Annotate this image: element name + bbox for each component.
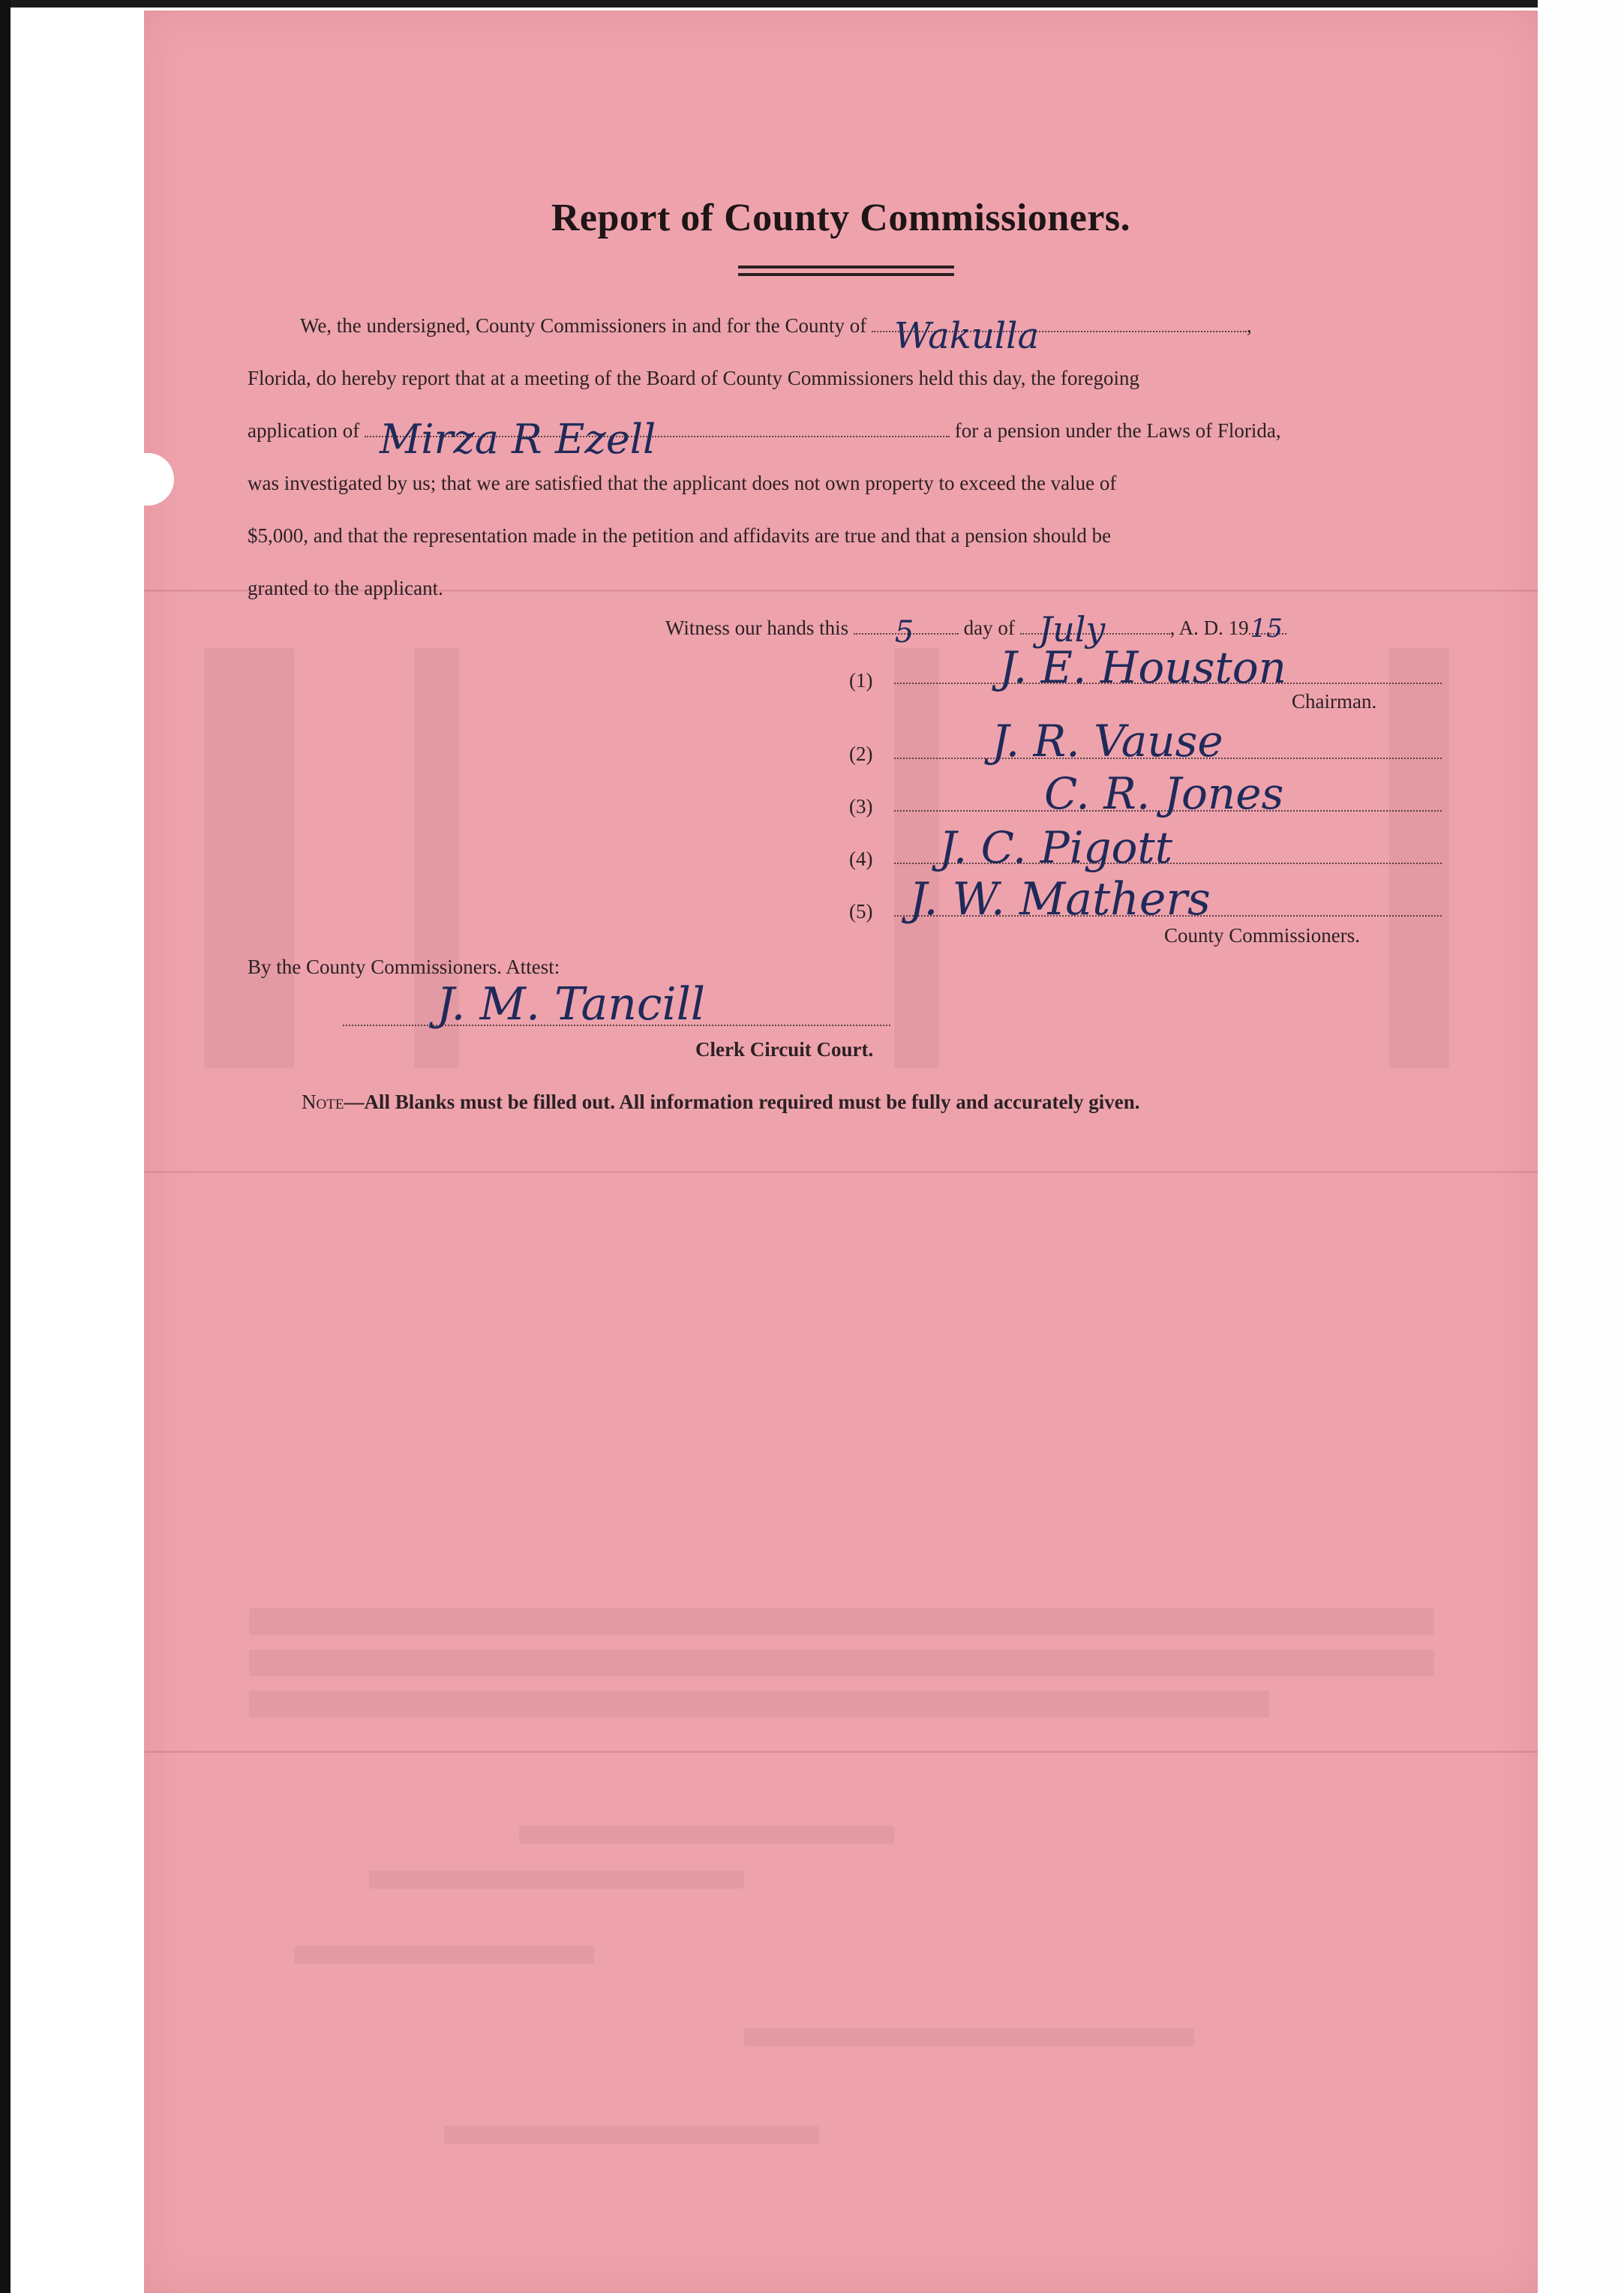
note: [302, 1091, 1140, 1114]
show-through-mark: [204, 648, 294, 1068]
show-through-mark: [1389, 648, 1449, 1068]
show-through-mark: [294, 1946, 594, 1964]
commissioner-number-5: (5): [849, 900, 873, 923]
witness-month-handwriting: July: [1038, 609, 1106, 650]
show-through-mark: [744, 2028, 1194, 2046]
witness-year-handwriting: 15: [1250, 614, 1283, 644]
paragraph-line-6: granted to the applicant.: [248, 577, 443, 599]
show-through-mark: [249, 1691, 1269, 1718]
show-through-mark: [249, 1608, 1434, 1635]
show-through-mark: [369, 1871, 744, 1889]
show-through-mark: [444, 2126, 819, 2144]
witness-year-label: , A. D. 19: [1169, 617, 1249, 639]
page-title: Report of County Commissioners.: [551, 197, 1131, 239]
commissioner-number-4: (4): [849, 848, 873, 870]
county-field: [872, 315, 1247, 357]
scan-left-edge: [0, 0, 11, 2293]
applicant-prefix: application of: [248, 419, 360, 442]
county-handwriting: Wakulla: [894, 315, 1040, 357]
paper-notch: [144, 453, 174, 506]
commissioner-signature-1: J. E. Houston: [999, 642, 1287, 693]
clerk-signature: J. M. Tancill: [437, 978, 706, 1031]
paragraph-line-1: We, the undersigned, County Commissioners in and for the County of Wakulla ,: [300, 299, 1252, 352]
witness-day-field: [854, 615, 959, 650]
witness-month-field: [1020, 609, 1170, 650]
witness-day-label: day of: [963, 617, 1015, 639]
pension-document: [144, 11, 1538, 2293]
commissioner-number-1: (1): [849, 669, 873, 692]
title-rule-top: [738, 266, 954, 269]
title-rule-bottom: [738, 273, 954, 276]
chairman-label: Chairman.: [1292, 690, 1377, 713]
county-prefix: We, the undersigned, County Commissioners in and for the County of: [300, 314, 867, 337]
note-label: Note: [302, 1091, 344, 1113]
commissioner-number-3: (3): [849, 795, 873, 818]
paragraph-line-5: $5,000, and that the representation made in the petition and affidavits are true and that a pension should be: [248, 524, 1112, 547]
paragraph-line-3: [248, 404, 1281, 463]
paragraph-line-2: Florida, do hereby report that at a meeting of the Board of County Commissioners held this day, the foregoing: [248, 367, 1140, 389]
witness-day-handwriting: 5: [894, 615, 914, 650]
applicant-suffix: for a pension under the Laws of Florida,: [954, 419, 1281, 442]
commissioner-signature-2: J. R. Vause: [992, 716, 1223, 767]
attest-label: By the County Commissioners. Attest:: [248, 956, 560, 978]
show-through-mark: [519, 1826, 894, 1844]
paragraph-line-4: was investigated by us; that we are satisfied that the applicant does not own property to exceed the value of: [248, 472, 1117, 494]
fold-line: [144, 1171, 1538, 1173]
county-commissioners-label: County Commissioners.: [1164, 924, 1361, 947]
applicant-handwriting: Mirza R Ezell: [379, 416, 656, 463]
scan-top-edge: [0, 0, 1624, 8]
clerk-label: Clerk Circuit Court.: [695, 1038, 874, 1061]
witness-year-field: [1249, 614, 1286, 644]
applicant-field: [365, 416, 950, 463]
show-through-mark: [249, 1649, 1434, 1676]
fold-line: [144, 1751, 1538, 1753]
witness-prefix: Witness our hands this: [665, 617, 849, 639]
commissioner-signature-5: J. W. Mathers: [909, 873, 1211, 926]
commissioner-signature-3: C. R. Jones: [1044, 768, 1284, 819]
commissioner-signature-4: J. C. Pigott: [939, 822, 1173, 873]
witness-line: [665, 609, 1286, 650]
show-through-mark: [894, 648, 939, 1068]
note-text: —All Blanks must be filled out. All information required must be fully and accurately given.: [344, 1091, 1140, 1113]
commissioner-number-2: (2): [849, 743, 873, 765]
scan-right-margin: [1538, 0, 1624, 2293]
